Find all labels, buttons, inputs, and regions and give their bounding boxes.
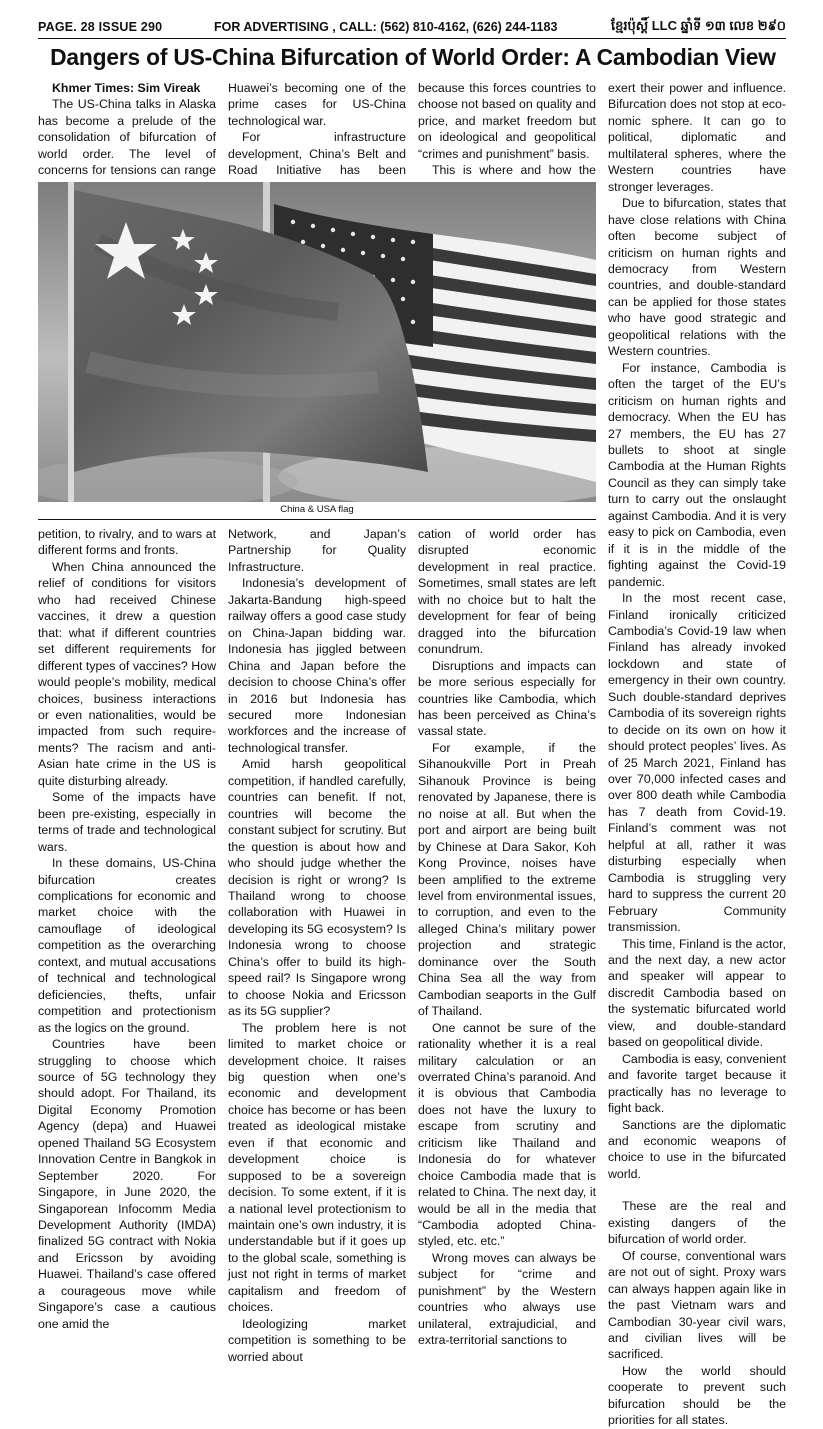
column-3-top: [418, 80, 596, 195]
page-issue: PAGE. 28 ISSUE 290: [38, 20, 163, 34]
byline: Khmer Times: Sim Vireak: [52, 81, 201, 95]
paragraph: Indonesia’s development of Jakarta-Bandung high-speed railway offers a good case study on China-Japan bidding war. Indonesia has jiggled between China and Japan before the decision to choose China’s offer in 2016 but Indonesia has secured more Indonesian workforces and the increase of technological transfer.: [228, 576, 406, 755]
paragraph: because this forces countries to choose not based on quality and price, and market freedom but on ideological and geopolitical “crimes and punishment” basis.: [418, 81, 596, 161]
paragraph: This is where and how the: [432, 163, 596, 178]
column-1-top: [38, 80, 216, 195]
paragraph: For instance, Cambodia is often the target of the EU’s criticism on human rights and democracy. When the EU has 27 members, the EU has 27 bullets to shoot at single Cambodia at the Human Rights Council as they can simply take turn to carry out the onslaught against Cambodia. And it is very easy to pick on Cambodia, even if it is in the middle of the fighting against the Covid-19 pandemic.: [608, 360, 786, 589]
paragraph: Huawei’s becoming one of the prime cases for US-China technological war.: [228, 81, 406, 128]
paragraph: Cambodia is easy, convenient and favorite target because it practically has no leverage to fight back.: [608, 1051, 786, 1116]
paragraph: The US-China talks in Alaska has become a prelude of the consolidation of bifurcation of world order. The level of concerns for tensions can range: [38, 97, 216, 178]
publisher-name: ខ្មែរប៉ុស្តិ៍ LLC ឆ្នាំទី ១៣ លេខ ២៩០: [610, 18, 786, 33]
paragraph: The problem here is not limited to market choice or development choice. It raises big question when one’s economic and development choice has become or has been treated as ideological mistake even if that economic and development choice is supposed to be a sovereign decision. To some extent, if it is a national level protectionism to maintain one’s own industry, it is understandable but if it goes up to the global scale, something is just not right in terms of market capitalism and freedom of choices.: [228, 1020, 406, 1315]
flags-photo: [38, 182, 596, 502]
photo-caption: China & USA flag: [280, 504, 354, 515]
paragraph: Wrong moves can always be subject for “crime and punishment” by the Western countries who always use unilateral, extrajudicial, and extra-territorial sanctions to: [418, 1250, 596, 1348]
china-usa-flags-image: [38, 182, 596, 502]
paragraph: petition, to rivalry, and to wars at different forms and fronts.: [38, 527, 216, 558]
paragraph: Ideologizing market competition is something to be worried about: [228, 1316, 406, 1364]
paragraph: For example, if the Sihanoukville Port in Preah Sihanouk Province is being renovated by Japanese, there is no noise at all. But when the port and airport are being built by Chinese at Dara Sakor, Koh Kong Province, noises have been amplified to the extreme level from environmental issues, to corruption, and even to the alleged China’s military power projection and strategic dominance over the South China Sea all the way from Cambodian seaports in the Gulf of Thailand.: [418, 740, 596, 1019]
paragraph: One cannot be sure of the rationality whether it is a real military calculation or an overrated China’s paranoid. And it is obvious that Cambodia does not have the luxury to escape from scrutiny and criticism like Thailand and Indonesia do for whatever choice Cambodia made that is related to China. The next day, it would be all in the media that “Cambodia adopted China-styled, etc. etc.”: [418, 1020, 596, 1249]
paragraph: Sanctions are the diplomatic and economic weapons of choice to use in the bifurcated world.: [608, 1117, 786, 1181]
paragraph: Amid harsh geopolitical competition, if handled carefully, countries can benefit. If not, countries will become the constant subject for scrutiny. But the question is about how and who should judge whether the decision is right or wrong? Is Thailand wrong to choose collaboration with Huawei in developing its 5G ecosystem? Is Indonesia wrong to choose China’s offer to build its high-speed rail? Is Singapore wrong to choose Nokia and Ericsson as its 5G supplier?: [228, 757, 406, 1019]
paragraph: For infrastructure development, China’s Belt and Road Initiative has been: [228, 130, 406, 178]
paragraph: Network, and Japan’s Partnership for Quality Infrastructure.: [228, 527, 406, 574]
paragraph: Disruptions and impacts can be more serious especially for countries like Cambodia, which has been perceived as China’s vassal state.: [418, 658, 596, 739]
paragraph: This time, Finland is the actor, and the next day, a new actor and speaker will appear to discredit Cambodia based on the systematic bifurcated world view, and double-standard based on geopolitical divide.: [608, 936, 786, 1050]
paragraph: Countries have been struggling to choose which source of 5G technology they should adopt. For Thailand, its Digital Economy Promotion Agency (depa) and Huawei opened Thailand 5G Ecosystem Innovation Centre in Bangkok in September 2020. For Singapore, in June 2020, the Singaporean Infocomm Media Development Authority (IMDA) finalized 5G contract with Nokia and Ericsson by avoiding Huawei. Thailand’s case offered a courageous move while Singapore’s case a cautious one amid the: [38, 1037, 216, 1331]
paragraph: These are the real and existing dangers of the bifurcation of world order.: [608, 1199, 786, 1247]
column-2-lower: [228, 526, 406, 1365]
page-header: [38, 14, 786, 38]
paragraph: Of course, conventional wars are not out of sight. Proxy wars can always happen again like in the past Vietnam wars and Cambodian 30-year civil wars, and civilian lives will be sacrificed.: [608, 1248, 786, 1362]
column-2-top: [228, 80, 406, 195]
paragraph: Due to bifurcation, states that have close relations with China often become subject of criticism on human rights and democracy from Western countries, and double-standard can be applied for those states who have good strategic and geopolitical relations with the Western countries.: [608, 196, 786, 359]
paragraph: When China announced the relief of conditions for visitors who had received Chinese vaccines, it drew a question that: what if different countries set different requirements for different types of vaccines? How would people’s mobility, medical choices, business interactions or even nationalities, would be impacted from such requirements? The racism and anti-Asian hate crime in the US is quite disturbing already.: [38, 559, 216, 788]
paragraph: cation of world order has disrupted economic development in real practice. Sometimes, small states are left with no choice but to halt the development for fear of being dragged into the bifurcation conundrum.: [418, 527, 596, 657]
paragraph: exert their power and influence. Bifurcation does not stop at economic sphere. It can go to political, diplomatic and multilateral spheres, where the Western countries have stronger leverages.: [608, 81, 786, 194]
paragraph: How the world should cooperate to prevent such bifurcation should be the priorities for all states.: [608, 1363, 786, 1428]
column-1-lower: [38, 526, 216, 1332]
paragraph: Some of the impacts have been pre-existing, especially in terms of trade and technological wars.: [38, 790, 216, 854]
paragraph: In the most recent case, Finland ironically criticized Cambodia’s Covid-19 law when Finland has already invoked lockdown and state of emergency in their own country. Such double-standard deprives Cambodia of its sovereign rights to decide on its own on how it should protect peoples’ lives. As of 25 March 2021, Finland has over 70,000 infected cases and over 800 death while Cambodia has 7 death from Covid-19. Finland’s comment was not helpful at all, rather it was disturbing especially when Cambodia is struggling very hard to suppress the current 20 February Community transmission.: [608, 591, 786, 935]
advertising-line: FOR ADVERTISING , CALL: (562) 810-4162, (626) 244-1183: [214, 20, 558, 34]
article-headline: Dangers of US-China Bifurcation of World Order: A Cambodian View: [50, 44, 776, 70]
column-3-lower: [418, 526, 596, 1349]
header-rule: [38, 38, 786, 39]
paragraph: In these domains, US-China bifurcation creates complications for economic and market choice with the camouflage of ideological competition as the overarching context, and mutual accusations of technical and technological deficiencies, thefts, unfair competition and protectionism as the logics on the ground.: [38, 856, 216, 1035]
column-4: [608, 80, 786, 1429]
caption-rule: [38, 519, 596, 520]
